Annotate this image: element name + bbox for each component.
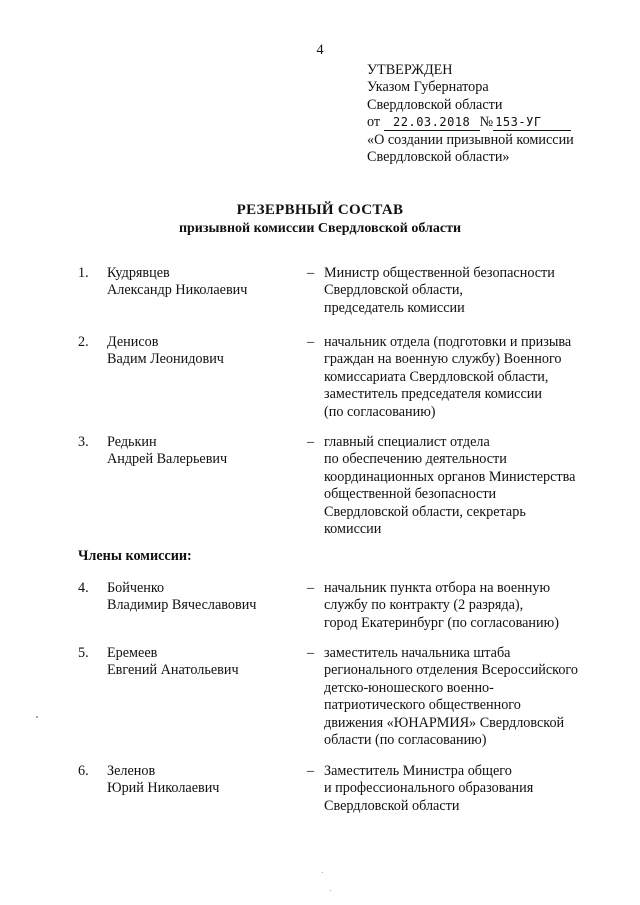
description-line: Свердловской области, <box>324 282 463 299</box>
entry-surname: Редькин <box>107 434 157 450</box>
approval-from-label: от <box>367 114 381 131</box>
entry-surname: Еремеев <box>107 645 158 661</box>
entry-description <box>324 434 614 538</box>
approval-stamp <box>367 62 574 166</box>
entry-given-name: Владимир Вячеславович <box>107 597 257 614</box>
description-line: заместитель начальника штаба <box>324 645 511 661</box>
entry-dash: – <box>307 434 315 450</box>
entry-number: 4. <box>78 580 89 596</box>
approval-number: 153-УГ <box>493 115 571 131</box>
entry-number: 3. <box>78 434 89 450</box>
entry-description <box>324 265 614 317</box>
entry-number: 6. <box>78 763 89 779</box>
description-line: город Екатеринбург (по согласованию) <box>324 614 559 631</box>
entry-name <box>107 763 219 798</box>
description-line: регионального отделения Всероссийского <box>324 662 578 679</box>
approval-line-2: Указом Губернатора <box>367 79 489 96</box>
approval-line-5: «О создании призывной комиссии <box>367 131 574 148</box>
scan-speck <box>322 872 323 873</box>
members-heading: Члены комиссии: <box>78 548 192 564</box>
description-line: области (по согласованию) <box>324 732 487 749</box>
description-line: начальник пункта отбора на военную <box>324 580 551 596</box>
scan-speck <box>36 716 38 718</box>
entry-dash: – <box>307 334 315 350</box>
entry-surname: Зеленов <box>107 763 156 779</box>
description-line: заместитель председателя комиссии <box>324 386 542 403</box>
description-line: председатель комиссии <box>324 299 465 316</box>
entry-surname: Кудрявцев <box>107 265 170 281</box>
entry-description <box>324 580 614 632</box>
entry-given-name: Александр Николаевич <box>107 282 248 299</box>
page-number: 4 <box>316 42 324 58</box>
description-line: Свердловской области, секретарь <box>324 503 526 520</box>
scan-speck <box>330 890 331 891</box>
entry-given-name: Евгений Анатольевич <box>107 662 239 679</box>
entry-name <box>107 645 239 680</box>
description-line: Заместитель Министра общего <box>324 763 512 779</box>
approval-date-line <box>367 114 574 131</box>
approval-line-1: УТВЕРЖДЕН <box>367 62 453 78</box>
description-line: и профессионального образования <box>324 780 534 797</box>
description-line: граждан на военную службу) Военного <box>324 351 562 368</box>
description-line: по обеспечению деятельности <box>324 451 507 468</box>
entry-dash: – <box>307 763 315 779</box>
approval-line-3: Свердловской области <box>367 96 503 113</box>
entry-dash: – <box>307 645 315 661</box>
entry-given-name: Вадим Леонидович <box>107 351 224 368</box>
title-main: РЕЗЕРВНЫЙ СОСТАВ <box>236 202 404 218</box>
description-line: общественной безопасности <box>324 486 497 503</box>
entry-surname: Бойченко <box>107 580 165 596</box>
description-line: Свердловской области <box>324 797 460 814</box>
entry-description <box>324 645 614 749</box>
entry-dash: – <box>307 265 315 281</box>
description-line: координационных органов Министерства <box>324 468 576 485</box>
approval-number-label: № <box>479 114 494 131</box>
description-line: движения «ЮНАРМИЯ» Свердловской <box>324 714 565 731</box>
entry-given-name: Андрей Валерьевич <box>107 451 228 468</box>
description-line: Министр общественной безопасности <box>324 265 555 281</box>
description-line: комиссариата Свердловской области, <box>324 368 549 385</box>
entry-description <box>324 763 614 815</box>
document-title <box>0 202 640 238</box>
approval-date: 22.03.2018 <box>384 115 480 131</box>
description-line: патриотического общественного <box>324 697 521 714</box>
description-line: (по согласованию) <box>324 403 436 420</box>
title-sub: призывной комиссии Свердловской области <box>178 221 462 237</box>
entry-dash: – <box>307 580 315 596</box>
entry-description <box>324 334 614 421</box>
description-line: главный специалист отдела <box>324 434 490 450</box>
description-line: детско-юношеского военно- <box>324 679 494 696</box>
description-line: комиссии <box>324 521 382 538</box>
entry-name <box>107 580 256 615</box>
approval-line-6: Свердловской области» <box>367 149 510 166</box>
entry-surname: Денисов <box>107 334 159 350</box>
entry-name <box>107 434 227 469</box>
description-line: начальник отдела (подготовки и призыва <box>324 334 572 350</box>
entry-name <box>107 265 247 300</box>
entry-number: 1. <box>78 265 89 281</box>
entry-given-name: Юрий Николаевич <box>107 780 220 797</box>
description-line: службу по контракту (2 разряда), <box>324 597 524 614</box>
entry-name <box>107 334 224 369</box>
entry-number: 5. <box>78 645 89 661</box>
entry-number: 2. <box>78 334 89 350</box>
